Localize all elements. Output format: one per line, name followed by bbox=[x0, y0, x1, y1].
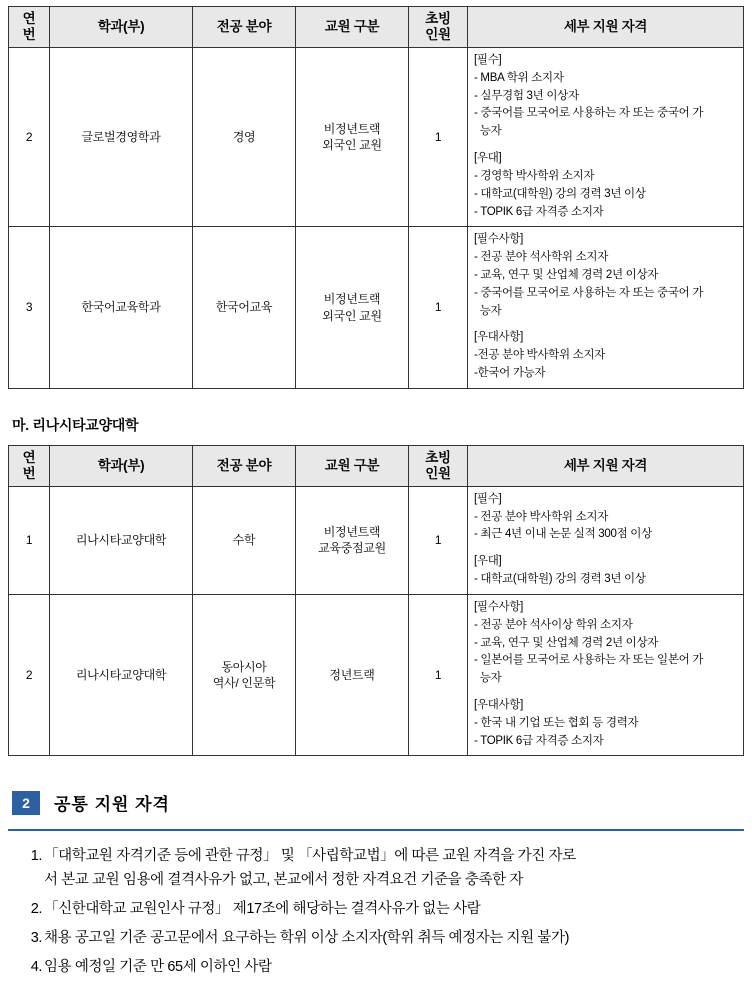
common-qualification-list bbox=[8, 845, 744, 980]
recruitment-table-linasita bbox=[8, 445, 744, 757]
list-item bbox=[44, 956, 738, 980]
col-header-no: 연 번 bbox=[9, 7, 50, 48]
cell-qualification: [필수] - 전공 분야 박사학위 소지자 - 최근 4년 이내 논문 실적 300점 이상 [우대] - 대학교(대학원) 강의 경력 3년 이상 bbox=[468, 486, 744, 594]
list-item-line: 서 본교 교원 임용에 결격사유가 없고, 본교에서 정한 자격요건 기준을 충족한 자 bbox=[44, 872, 523, 889]
cell-faculty-type: 정년트랙 bbox=[296, 594, 409, 756]
cell-major: 동아시아 역사/ 인문학 bbox=[193, 594, 296, 756]
col-header-faculty-type: 교원 구분 bbox=[296, 7, 409, 48]
cell-faculty-type: 비정년트랙 외국인 교원 bbox=[296, 227, 409, 389]
cell-department: 리나시타교양대학 bbox=[50, 486, 193, 594]
list-item bbox=[44, 927, 738, 951]
section-number: 2 bbox=[12, 791, 40, 815]
cell-department: 리나시타교양대학 bbox=[50, 594, 193, 756]
cell-major: 한국어교육 bbox=[193, 227, 296, 389]
cell-no: 2 bbox=[9, 594, 50, 756]
col-header-faculty-type: 교원 구분 bbox=[296, 445, 409, 486]
table-row bbox=[9, 594, 744, 756]
table-row bbox=[9, 48, 744, 227]
cell-major: 경영 bbox=[193, 48, 296, 227]
cell-no: 1 bbox=[9, 486, 50, 594]
cell-qualification: [필수] - MBA 학위 소지자 - 실무경험 3년 이상자 - 중국어를 모국어로 사용하는 자 또는 중국어 가 능자 [우대] - 경영학 박사학위 소지자 - 대학교(대학원) 강의 경력 3년 이상 - TOPIK 6급 자격증 소지자 bbox=[468, 48, 744, 227]
cell-major: 수학 bbox=[193, 486, 296, 594]
col-header-qualification: 세부 지원 자격 bbox=[468, 7, 744, 48]
cell-qualification: [필수사항] - 전공 분야 석사학위 소지자 - 교육, 연구 및 산업체 경력 2년 이상자 - 중국어를 모국어로 사용하는 자 또는 중국어 가 능자 [우대사항] -전공 분야 박사학위 소지자 -한국어 가능자 bbox=[468, 227, 744, 389]
section-title: 공통 지원 자격 bbox=[54, 795, 170, 815]
col-header-major: 전공 분야 bbox=[193, 7, 296, 48]
cell-faculty-type: 비정년트랙 교육중점교원 bbox=[296, 486, 409, 594]
col-header-major: 전공 분야 bbox=[193, 445, 296, 486]
cell-no: 3 bbox=[9, 227, 50, 389]
col-header-qualification: 세부 지원 자격 bbox=[468, 445, 744, 486]
list-item bbox=[44, 898, 738, 922]
list-item-line: 「대학교원 자격기준 등에 관한 규정」 및 「사립학교법」에 따른 교원 자격을 가진 자로 bbox=[44, 848, 576, 865]
list-item bbox=[44, 845, 738, 893]
list-item-line: 「신한대학교 교원인사 규정」 제17조에 해당하는 결격사유가 없는 사람 bbox=[44, 901, 481, 918]
list-item-line: 임용 예정일 기준 만 65세 이하인 사람 bbox=[44, 959, 272, 976]
cell-qualification: [필수사항] - 전공 분야 석사이상 학위 소지자 - 교육, 연구 및 산업체 경력 2년 이상자 - 일본어를 모국어로 사용하는 자 또는 일본어 가 능자 [우대사항] - 한국 내 기업 또는 협회 등 경력자 - TOPIK 6급 자격증 소지자 bbox=[468, 594, 744, 756]
cell-department: 글로벌경영학과 bbox=[50, 48, 193, 227]
col-header-department: 학과(부) bbox=[50, 445, 193, 486]
cell-department: 한국어교육학과 bbox=[50, 227, 193, 389]
col-header-no: 연 번 bbox=[9, 445, 50, 486]
table-header-row bbox=[9, 7, 744, 48]
subsection-heading: 마. 리나시타교양대학 bbox=[12, 416, 139, 433]
col-header-department: 학과(부) bbox=[50, 7, 193, 48]
recruitment-table-top bbox=[8, 6, 744, 389]
cell-count: 1 bbox=[409, 227, 468, 389]
table-row bbox=[9, 227, 744, 389]
col-header-count: 초빙 인원 bbox=[409, 445, 468, 486]
cell-faculty-type: 비정년트랙 외국인 교원 bbox=[296, 48, 409, 227]
cell-count: 1 bbox=[409, 486, 468, 594]
table-row bbox=[9, 486, 744, 594]
section-divider bbox=[8, 829, 744, 831]
cell-count: 1 bbox=[409, 48, 468, 227]
list-item-line: 채용 공고일 기준 공고문에서 요구하는 학위 이상 소지자(학위 취득 예정자는 지원 불가) bbox=[44, 930, 570, 947]
section-heading bbox=[12, 790, 744, 815]
cell-no: 2 bbox=[9, 48, 50, 227]
col-header-count: 초빙 인원 bbox=[409, 7, 468, 48]
table-header-row bbox=[9, 445, 744, 486]
cell-count: 1 bbox=[409, 594, 468, 756]
